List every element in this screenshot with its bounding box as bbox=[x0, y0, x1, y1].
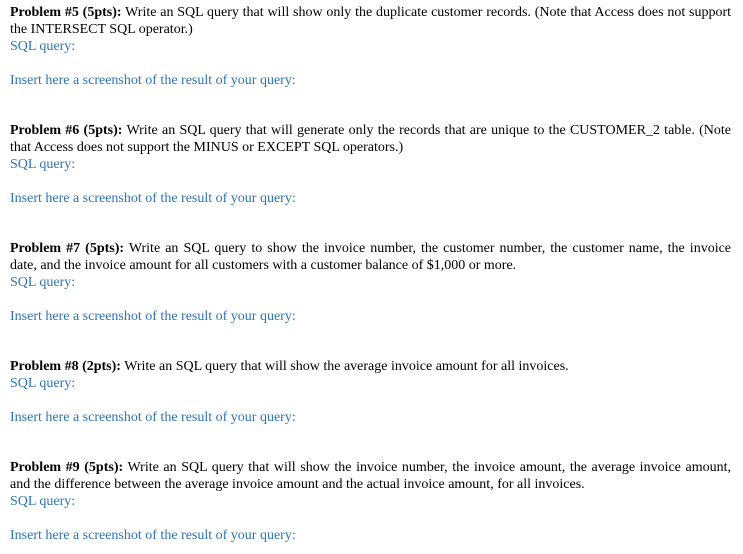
problem-6 bbox=[10, 122, 731, 207]
screenshot-instruction: Insert here a screenshot of the result of your query: bbox=[10, 309, 296, 324]
problem-heading: Problem #9 (5pts): bbox=[10, 460, 124, 475]
problem-text: Write an SQL query that will show the invoice number, the invoice amount, the average invoice amount, and the difference between the average invoice amount and the actual invoice amount, for all invoices. bbox=[10, 460, 731, 492]
problem-statement bbox=[10, 358, 731, 375]
problem-9 bbox=[10, 459, 731, 544]
screenshot-instruction: Insert here a screenshot of the result of your query: bbox=[10, 410, 296, 425]
problem-7 bbox=[10, 240, 731, 325]
screenshot-instruction: Insert here a screenshot of the result of your query: bbox=[10, 73, 296, 88]
problem-heading: Problem #5 (5pts): bbox=[10, 5, 122, 20]
sql-query-label: SQL query: bbox=[10, 39, 76, 54]
problem-statement bbox=[10, 459, 731, 493]
problem-text: Write an SQL query that will generate only the records that are unique to the CUSTOMER_2 table. (Note that Access does not support the MINUS or EXCEPT SQL operators.) bbox=[10, 123, 731, 155]
problem-statement bbox=[10, 4, 731, 38]
problem-statement bbox=[10, 240, 731, 274]
problem-heading: Problem #6 (5pts): bbox=[10, 123, 123, 138]
sql-query-label: SQL query: bbox=[10, 275, 76, 290]
problem-statement bbox=[10, 122, 731, 156]
problem-heading: Problem #8 (2pts): bbox=[10, 359, 121, 374]
problem-heading: Problem #7 (5pts): bbox=[10, 241, 125, 256]
problem-text: Write an SQL query that will show the average invoice amount for all invoices. bbox=[124, 359, 569, 374]
screenshot-instruction: Insert here a screenshot of the result of your query: bbox=[10, 528, 296, 543]
problem-text: Write an SQL query to show the invoice number, the customer number, the customer name, the invoice date, and the invoice amount for all customers with a customer balance of $1,000 or more. bbox=[10, 241, 732, 273]
sql-query-label: SQL query: bbox=[10, 157, 76, 172]
problem-5 bbox=[10, 4, 731, 89]
screenshot-instruction: Insert here a screenshot of the result of your query: bbox=[10, 191, 296, 206]
problem-8 bbox=[10, 358, 731, 426]
sql-query-label: SQL query: bbox=[10, 376, 76, 391]
sql-query-label: SQL query: bbox=[10, 494, 76, 509]
problem-text: Write an SQL query that will show only the duplicate customer records. (Note that Access does not support the INTERSECT SQL operator.) bbox=[10, 5, 732, 37]
